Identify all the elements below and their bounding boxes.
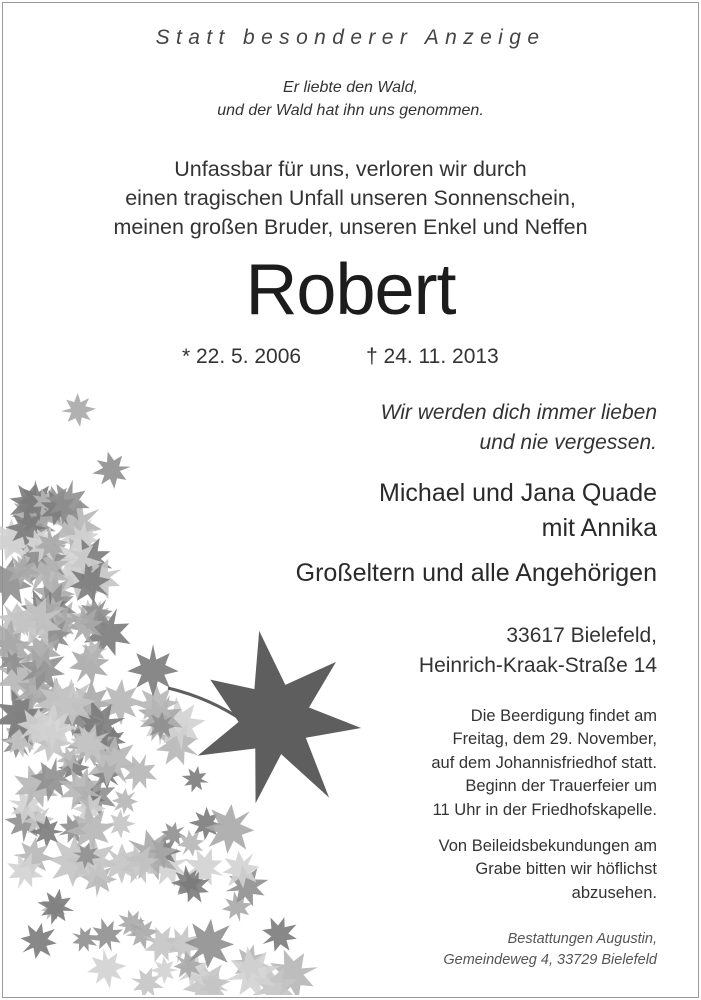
undertaker-info bbox=[443, 929, 657, 971]
leaf-shape bbox=[33, 884, 78, 929]
intro-text bbox=[0, 155, 701, 242]
quote-line: Er liebte den Wald, bbox=[283, 79, 418, 96]
funeral-line: Freitag, dem 29. November, bbox=[452, 730, 657, 749]
leaf-shape bbox=[89, 448, 134, 492]
relatives-line: Großeltern und alle Angehörigen bbox=[295, 559, 657, 587]
quote bbox=[0, 76, 701, 122]
death-date: † 24. 11. 2013 bbox=[366, 345, 499, 368]
large-leaf-shape bbox=[182, 619, 370, 815]
leaf-shape bbox=[60, 392, 97, 429]
family-address bbox=[419, 621, 657, 681]
family-line: mit Annika bbox=[541, 514, 657, 542]
notice-header: Statt besonderer Anzeige bbox=[155, 26, 546, 49]
address-line: 33617 Bielefeld, bbox=[506, 624, 657, 647]
birth-date: * 22. 5. 2006 bbox=[182, 345, 302, 368]
deceased-name: Robert bbox=[245, 250, 456, 330]
remembrance-text bbox=[381, 398, 657, 458]
funeral-line: 11 Uhr in der Friedhofskapelle. bbox=[432, 800, 657, 819]
family-line: Michael und Jana Quade bbox=[379, 479, 657, 507]
leaf-shape bbox=[11, 913, 66, 968]
condolence-line: Von Beileidsbekundungen am bbox=[438, 837, 657, 855]
family-names bbox=[379, 476, 657, 546]
leaf-shape bbox=[178, 763, 212, 796]
leaf-shape bbox=[105, 809, 136, 839]
condolence-request bbox=[439, 835, 657, 905]
address-line: Heinrich-Kraak-Straße 14 bbox=[418, 654, 657, 677]
condolence-line: abzusehen. bbox=[571, 883, 657, 902]
intro-line: einen tragischen Unfall unseren Sonnenschein, bbox=[125, 186, 576, 210]
funeral-line: Die Beerdigung findet am bbox=[470, 707, 657, 725]
leaf-shape bbox=[85, 913, 128, 957]
remembrance-line: Wir werden dich immer lieben bbox=[380, 401, 657, 424]
funeral-line: Beginn der Trauerfeier um bbox=[465, 777, 657, 796]
funeral-line: auf dem Johannisfriedhof statt. bbox=[431, 753, 657, 772]
intro-line: meinen großen Bruder, unseren Enkel und Neffen bbox=[113, 215, 588, 239]
leaf-shape bbox=[253, 908, 306, 961]
autumn-leaves-icon bbox=[0, 380, 380, 995]
remembrance-line: und nie vergessen. bbox=[479, 431, 657, 454]
condolence-line: Grabe bitten wir höflichst bbox=[475, 860, 657, 879]
leaf-shape bbox=[84, 945, 130, 992]
intro-line: Unfassbar für uns, verloren wir durch bbox=[174, 157, 527, 181]
undertaker-line: Gemeindeweg 4, 33729 Bielefeld bbox=[443, 952, 657, 968]
undertaker-line: Bestattungen Augustin, bbox=[507, 931, 657, 947]
quote-line: und der Wald hat ihn uns genommen. bbox=[217, 102, 484, 119]
funeral-info bbox=[431, 705, 657, 822]
